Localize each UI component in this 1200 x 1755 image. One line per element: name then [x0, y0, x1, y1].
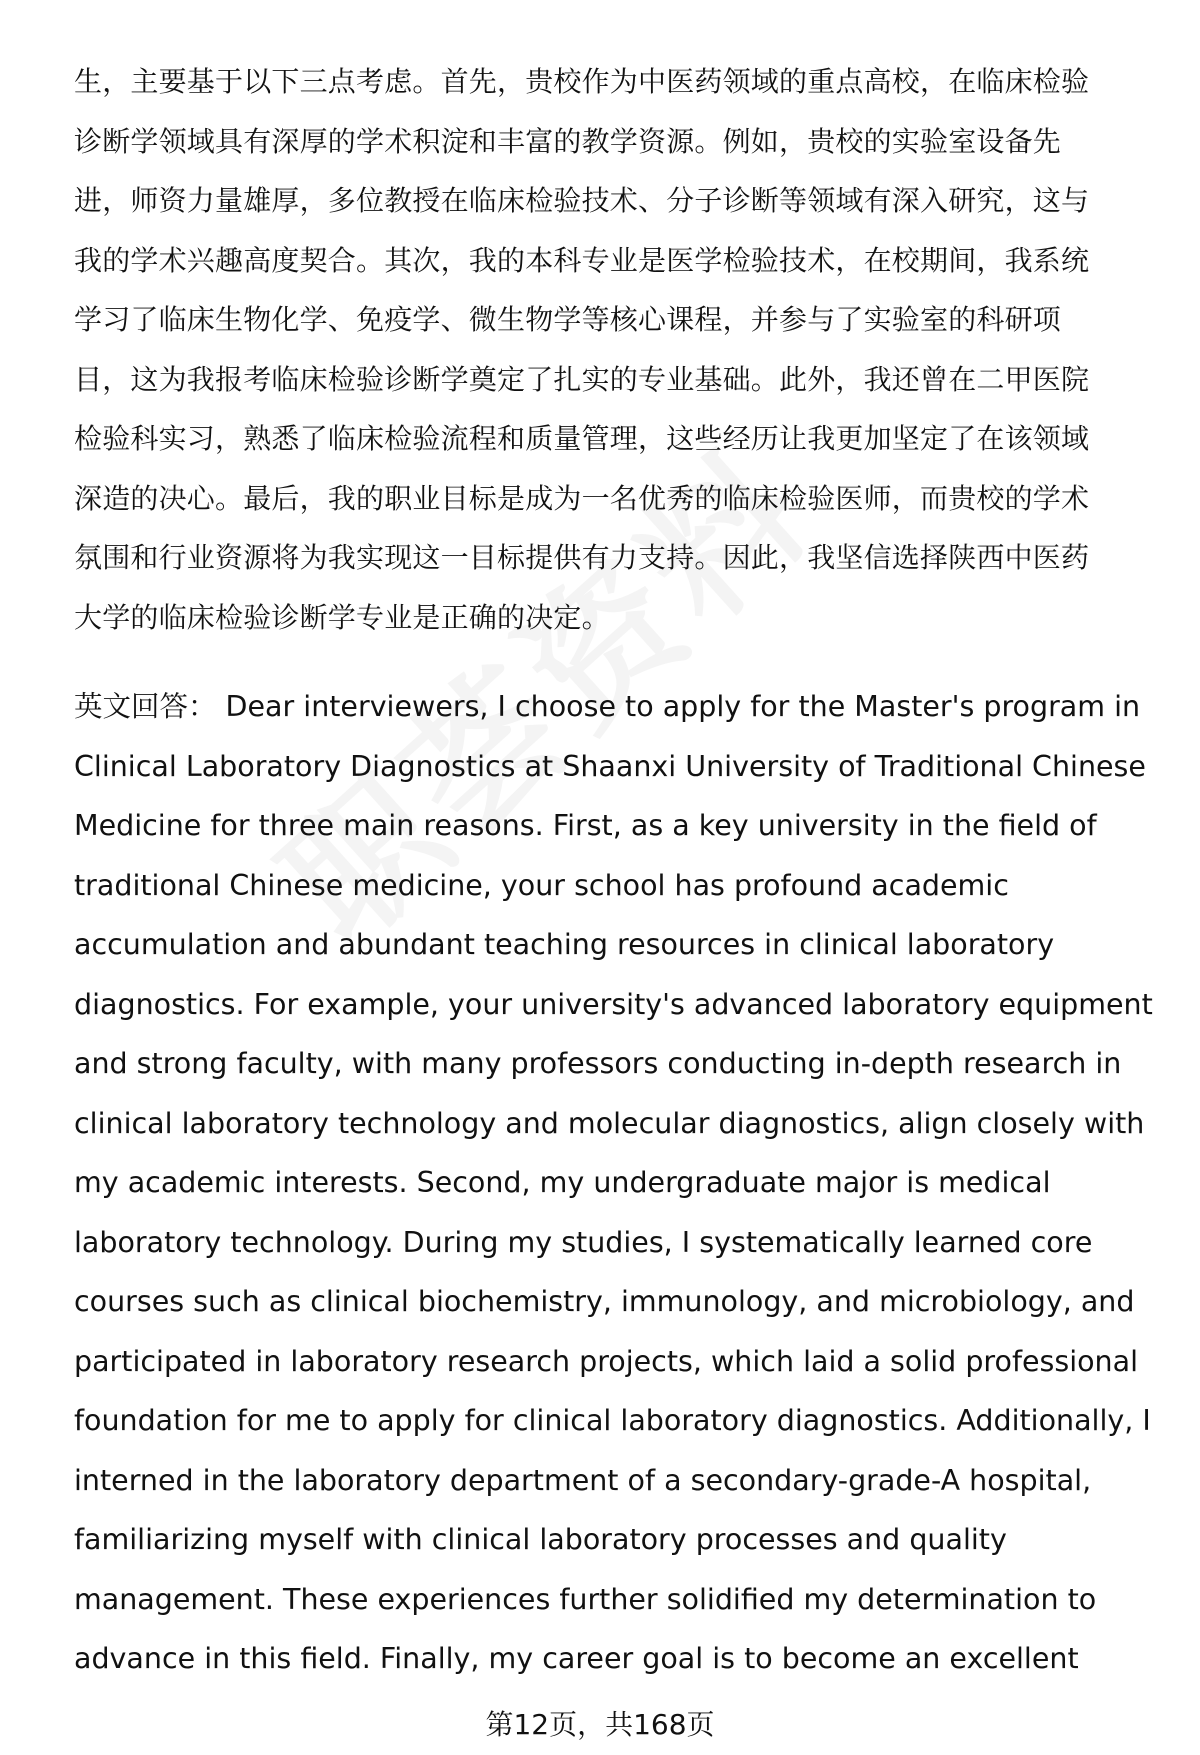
paragraph-line: clinical laboratory technology and molecular diagnostics, align closely with	[74, 1106, 1145, 1140]
paragraph-line: 进，师资力量雄厚，多位教授在临床检验技术、分子诊断等领域有深入研究，这与	[74, 184, 1090, 217]
paragraph-line: Clinical Laboratory Diagnostics at Shaanxi University of Traditional Chinese	[74, 749, 1146, 783]
paragraph-line: accumulation and abundant teaching resources in clinical laboratory	[74, 928, 1055, 961]
paragraph-line: 我的学术兴趣高度契合。其次，我的本科专业是医学检验技术，在校期间，我系统	[74, 243, 1090, 277]
paragraph-line: traditional Chinese medicine, your school has profound academic	[74, 868, 1009, 902]
paragraph-line: 氛围和行业资源将为我实现这一目标提供有力支持。因此，我坚信选择陕西中医药	[74, 541, 1090, 574]
paragraph-line: participated in laboratory research projects, which laid a solid professional	[74, 1344, 1139, 1378]
paragraph-line: my academic interests. Second, my undergraduate major is medical	[74, 1166, 1051, 1199]
paragraph-line: familiarizing myself with clinical laboratory processes and quality	[74, 1523, 1007, 1556]
english-answer-paragraph	[74, 677, 1153, 1689]
paragraph-line: advance in this field. Finally, my career goal is to become an excellent	[74, 1642, 1079, 1675]
paragraph-line: 学习了临床生物化学、免疫学、微生物学等核心课程，并参与了实验室的科研项	[74, 303, 1062, 336]
paragraph-line: 大学的临床检验诊断学专业是正确的决定。	[74, 600, 610, 634]
paragraph-line: 目，这为我报考临床检验诊断学奠定了扎实的专业基础。此外，我还曾在二甲医院	[74, 362, 1090, 396]
paragraph-line: management. These experiences further solidified my determination to	[74, 1582, 1097, 1616]
chinese-answer-paragraph	[74, 52, 1089, 647]
page-number-footer: 第12页，共168页	[485, 1708, 715, 1741]
paragraph-line: and strong faculty, with many professors conducting in-depth research in	[74, 1047, 1122, 1080]
paragraph-line: interned in the laboratory department of a secondary-grade-A hospital,	[74, 1463, 1092, 1497]
paragraph-line: 生，主要基于以下三点考虑。首先，贵校作为中医药领域的重点高校，在临床检验	[74, 65, 1090, 98]
paragraph-line: diagnostics. For example, your university's advanced laboratory equipment	[74, 987, 1153, 1021]
paragraph-line: 检验科实习，熟悉了临床检验流程和质量管理，这些经历让我更加坚定了在该领域	[74, 422, 1090, 455]
paragraph-line: 英文回答： Dear interviewers, I choose to apply for the Master's program in	[74, 690, 1141, 723]
paragraph-line: foundation for me to apply for clinical laboratory diagnostics. Additionally, I	[74, 1404, 1151, 1437]
paragraph-line: 深造的决心。最后，我的职业目标是成为一名优秀的临床检验医师，而贵校的学术	[74, 481, 1090, 515]
paragraph-line: laboratory technology. During my studies, I systematically learned core	[74, 1225, 1093, 1259]
paragraph-line: Medicine for three main reasons. First, as a key university in the field of	[74, 809, 1097, 842]
paragraph-line: courses such as clinical biochemistry, immunology, and microbiology, and	[74, 1285, 1135, 1318]
paragraph-line: 诊断学领域具有深厚的学术积淀和丰富的教学资源。例如，贵校的实验室设备先	[74, 124, 1062, 158]
